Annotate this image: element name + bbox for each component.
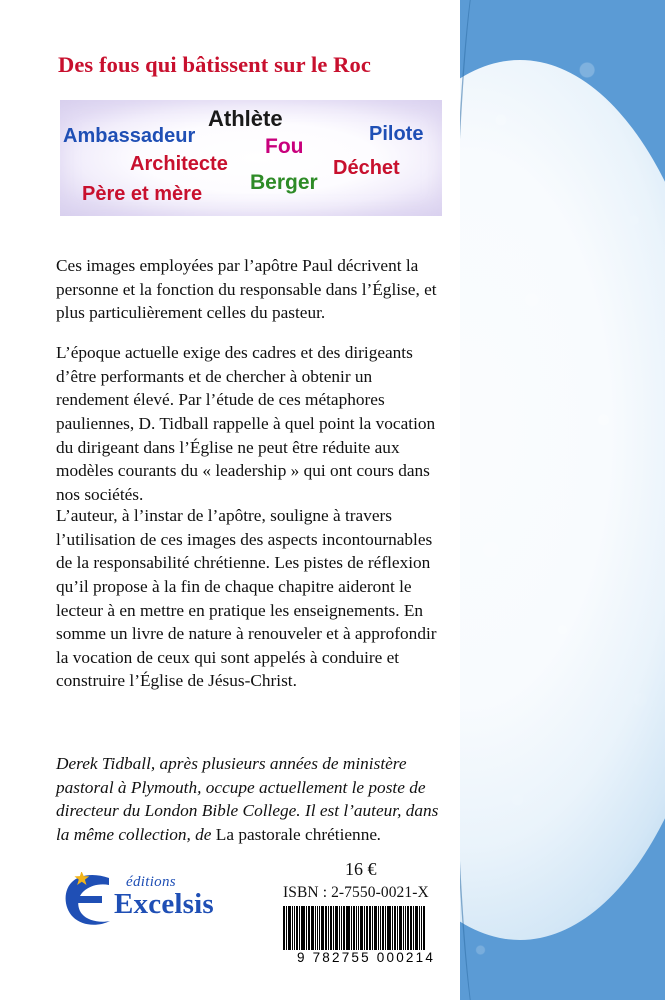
word-cloud-item-fou: Fou bbox=[265, 135, 304, 158]
word-cloud-item-pere-et-mere: Père et mère bbox=[82, 183, 203, 205]
isbn-label: ISBN : 2-7550-0021-X bbox=[283, 884, 429, 901]
word-cloud-item-dechet: Déchet bbox=[333, 157, 400, 179]
blurb-paragraph-2: L’époque actuelle exige des cadres et des dirigeants d’être performants et de chercher à obtenir un rendement élevé. Par l’étude de ces métaphores pauliennes, D. Tidball rappelle à quel point la vocation du dirigeant dans l’Église ne peut être réduite aux modèles courants du « leadership » qui ont cours dans nos sociétés. bbox=[56, 343, 436, 504]
word-cloud-item-athlete: Athlète bbox=[208, 106, 283, 131]
author-bio-cited-work: La pastorale chrétienne bbox=[215, 825, 377, 845]
blurb-paragraph-1: Ces images employées par l’apôtre Paul décrivent la personne et la fonction du responsable dans l’Église, et plus particulièrement celles du pasteur. bbox=[56, 256, 437, 323]
publisher-name: Excelsis bbox=[114, 888, 214, 920]
publisher-editions-label: éditions bbox=[126, 874, 176, 890]
cover-decorative-panel bbox=[460, 0, 665, 1000]
word-cloud-item-pilote: Pilote bbox=[369, 123, 424, 145]
page-title: Des fous qui bâtissent sur le Roc bbox=[58, 52, 371, 77]
author-bio-text-1: Derek Tidball, après plusieurs années de ministère pastoral à Plymouth, occupe actuellement le poste de directeur du London Bible College. Il est l’auteur, dans la même collection, de bbox=[56, 754, 439, 845]
word-cloud-panel bbox=[60, 100, 442, 216]
barcode-digits: 9 782755 000214 bbox=[296, 950, 436, 965]
word-cloud-item-berger: Berger bbox=[250, 171, 318, 194]
blurb-paragraph-3: L’auteur, à l’instar de l’apôtre, souligne à travers l’utilisation de ces images des aspects incontournables de la responsabilité chrétienne. Les pistes de réflexion qu’il propose à la fin de chaque chapitre aideront le lecteur à en mettre en pratique les enseignements. En somme un livre de nature à renouveler et à approfondir la vocation de ceux qui sont appelés à conduire et construire l’Église de Jésus-Christ. bbox=[56, 506, 437, 691]
word-cloud-item-architecte: Architecte bbox=[130, 153, 228, 175]
author-bio-note bbox=[56, 752, 448, 846]
publisher-logo bbox=[62, 872, 234, 930]
word-cloud-item-ambassadeur: Ambassadeur bbox=[63, 125, 196, 147]
barcode-bars bbox=[283, 906, 449, 950]
author-bio-text-2: . bbox=[377, 825, 382, 845]
panel-arc-inner bbox=[460, 0, 522, 1000]
barcode-icon bbox=[283, 906, 449, 968]
price-label: 16 € bbox=[345, 859, 377, 879]
excelsis-e-mark-icon bbox=[62, 872, 114, 928]
